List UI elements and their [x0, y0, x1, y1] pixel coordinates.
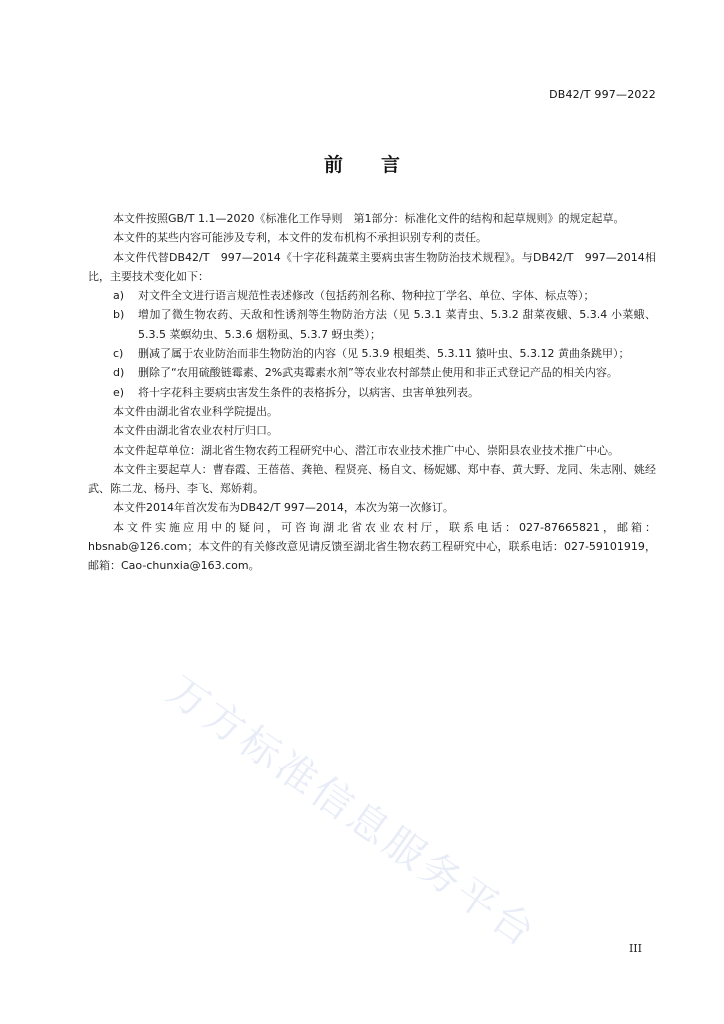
paragraph-proposer: 本文件由湖北省农业科学院提出。 — [113, 404, 278, 418]
list-marker: e) — [113, 385, 125, 399]
list-text: 增加了微生物农药、天敌和性诱剂等生物防治方法（见 5.3.1 菜青虫、5.3.2 甜菜夜蛾、5.3.4 小菜蛾、5.3.5 菜螟幼虫、5.3.6 烟粉虱、5.3.7 蚜虫类）； — [138, 308, 656, 341]
list-item — [88, 383, 656, 402]
list-marker: b) — [113, 308, 125, 322]
list-item — [88, 344, 656, 363]
page-number: III — [628, 942, 642, 955]
paragraph-administrator: 本文件由湖北省农业农村厅归口。 — [113, 424, 278, 438]
list-item — [88, 363, 656, 382]
paragraph-contact: 本文件实施应用中的疑问，可咨询湖北省农业农村厅，联系电话：027-87665821，邮箱：hbsnab@126.com；本文件的有关修改意见请反馈至湖北省生物农药工程研究中心，联系电话：027-59101919，邮箱：Cao-chunxia@163.com。 — [88, 520, 656, 573]
list-text: 对文件全文进行语言规范性表述修改（包括药剂名称、物种拉丁学名、单位、字体、标点等）； — [138, 289, 595, 303]
paragraph-replacement: 本文件代替DB42/T 997—2014《十字花科蔬菜主要病虫害生物防治技术规程》。与DB42/T 997—2014相比，主要技术变化如下： — [88, 250, 656, 283]
paragraph-drafting-units: 本文件起草单位：湖北省生物农药工程研究中心、潜江市农业技术推广中心、崇阳县农业技术推广中心。 — [113, 443, 619, 457]
list-item — [88, 286, 656, 305]
list-text: 将十字花科主要病虫害发生条件的表格拆分，以病害、虫害单独列表。 — [138, 385, 479, 399]
list-item — [88, 305, 656, 344]
paragraph-history: 本文件2014年首次发布为DB42/T 997—2014，本次为第一次修订。 — [113, 501, 454, 515]
watermark: 万方标准信息服务平台 — [158, 667, 546, 958]
list-text: 删减了属于农业防治而非生物防治的内容（见 5.3.9 根蛆类、5.3.11 猿叶虫、5.3.12 黄曲条跳甲）； — [138, 347, 630, 361]
paragraph-drafting-rules: 本文件按照GB/T 1.1—2020《标准化工作导则 第1部分：标准化文件的结构和起草规则》的规定起草。 — [113, 212, 625, 225]
foreword-body — [88, 209, 656, 576]
document-code: DB42/T 997—2022 — [549, 88, 656, 101]
page-title: 前言 — [323, 154, 438, 176]
list-marker: a) — [113, 289, 125, 303]
list-text: 删除了“农用硫酸链霉素、2%武夷霉素水剂”等农业农村部禁止使用和非正式登记产品的相关内容。 — [138, 366, 618, 380]
list-marker: c) — [113, 347, 124, 361]
list-marker: d) — [113, 366, 125, 380]
paragraph-patent-notice: 本文件的某些内容可能涉及专利，本文件的发布机构不承担识别专利的责任。 — [113, 231, 487, 245]
paragraph-drafters: 本文件主要起草人：曹春霞、王蓓蓓、龚艳、程贤亮、杨自文、杨妮娜、郑中春、黄大野、龙同、朱志刚、姚经武、陈二龙、杨丹、李飞、郑娇莉。 — [88, 462, 656, 496]
